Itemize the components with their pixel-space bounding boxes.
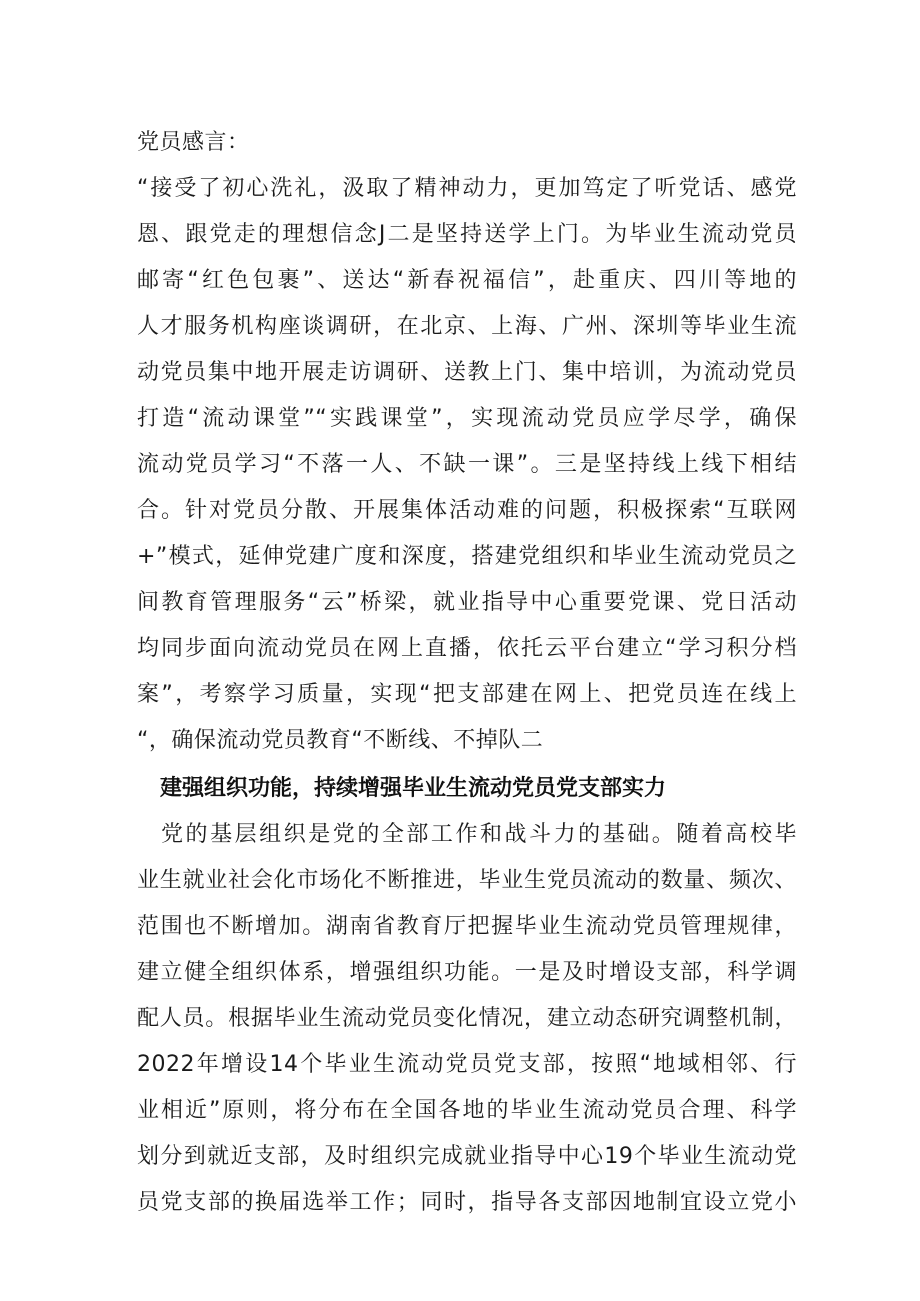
paragraph-line: 均同步面向流动党员在网上直播，依托云平台建立“学习积分档 bbox=[137, 636, 797, 661]
paragraph-line: 动党员集中地开展走访调研、送教上门、集中培训，为流动党员 bbox=[137, 360, 797, 385]
paragraph-line: 案”，考察学习质量，实现“把支部建在网上、把党员连在线上 bbox=[137, 682, 797, 707]
paragraph-line: 邮寄“红色包裹”、送达“新春祝福信”，赴重庆、四川等地的 bbox=[137, 268, 797, 293]
paragraph-line: 范围也不断增加。湖南省教育厅把握毕业生流动党员管理规律， bbox=[137, 914, 797, 939]
paragraph-line: 恩、跟党走的理想信念J二是坚持送学上门。为毕业生流动党员 bbox=[137, 222, 797, 247]
paragraph-line: 员党支部的换届选举工作；同时，指导各支部因地制宜设立党小 bbox=[137, 1190, 797, 1215]
paragraph-line: “接受了初心洗礼，汲取了精神动力，更加笃定了听党话、感党 bbox=[137, 176, 797, 201]
paragraph-line: 建立健全组织体系，增强组织功能。一是及时增设支部，科学调 bbox=[137, 960, 797, 985]
paragraph-line: 流动党员学习“不落一人、不缺一课”。三是坚持线上线下相结 bbox=[137, 452, 797, 477]
paragraph-line: “，确保流动党员教育“不断线、不掉队二 bbox=[137, 728, 544, 753]
paragraph-line: 人才服务机构座谈调研，在北京、上海、广州、深圳等毕业生流 bbox=[137, 314, 797, 339]
paragraph-line: 业相近”原则，将分布在全国各地的毕业生流动党员合理、科学 bbox=[137, 1098, 797, 1123]
section-heading: 建强组织功能，持续增强毕业生流动党员党支部实力 bbox=[160, 776, 667, 801]
intro-label: 党员感言： bbox=[137, 130, 250, 155]
paragraph-line: 党的基层组织是党的全部工作和战斗力的基础。随着高校毕 bbox=[161, 822, 797, 847]
paragraph-line: 合。针对党员分散、开展集体活动难的问题，积极探索“互联网 bbox=[137, 498, 797, 523]
paragraph-line: +”模式，延伸党建广度和深度，搭建党组织和毕业生流动党员之 bbox=[137, 544, 797, 569]
paragraph-line: 配人员。根据毕业生流动党员变化情况，建立动态研究调整机制， bbox=[137, 1006, 797, 1031]
paragraph-line: 划分到就近支部，及时组织完成就业指导中心19个毕业生流动党 bbox=[137, 1144, 797, 1169]
paragraph-line: 业生就业社会化市场化不断推进，毕业生党员流动的数量、频次、 bbox=[137, 868, 797, 893]
paragraph-line: 间教育管理服务“云”桥梁，就业指导中心重要党课、党日活动 bbox=[137, 590, 797, 615]
paragraph-line: 打造“流动课堂”“实践课堂”，实现流动党员应学尽学，确保 bbox=[137, 406, 797, 431]
paragraph-line: 2022年增设14个毕业生流动党员党支部，按照“地域相邻、行 bbox=[137, 1052, 797, 1077]
